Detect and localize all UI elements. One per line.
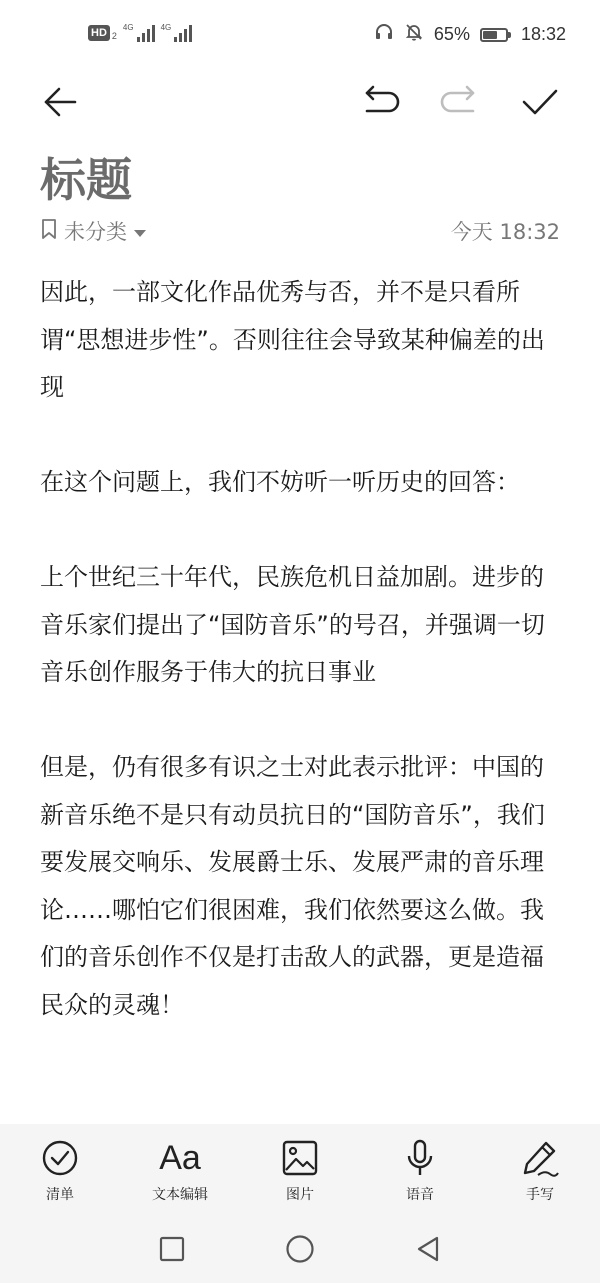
mute-bell-icon xyxy=(404,22,424,47)
status-right xyxy=(374,22,566,47)
text-format-glyph: Aa xyxy=(159,1139,201,1177)
category-label: 未分类 xyxy=(64,220,127,244)
system-nav-bar xyxy=(0,1216,600,1283)
checklist-label: 清单 xyxy=(46,1187,74,1203)
dropdown-arrow-icon xyxy=(133,219,147,243)
bottom-toolbar xyxy=(0,1124,600,1216)
status-left xyxy=(88,24,192,42)
voice-button[interactable] xyxy=(360,1124,480,1216)
redo-icon xyxy=(439,83,481,125)
image-icon xyxy=(280,1138,320,1178)
battery-percent: 65% xyxy=(433,24,470,44)
microphone-icon xyxy=(400,1138,440,1178)
pen-icon xyxy=(520,1138,560,1178)
redo-button[interactable] xyxy=(436,76,484,132)
back-button[interactable] xyxy=(36,76,84,132)
hd-badge: HD xyxy=(88,25,110,41)
confirm-button[interactable] xyxy=(516,76,564,132)
category-selector[interactable] xyxy=(40,216,147,246)
back-nav-button[interactable] xyxy=(408,1231,448,1271)
circle-icon xyxy=(285,1234,315,1268)
hd-sub: 2 xyxy=(111,31,117,41)
text-edit-label: 文本编辑 xyxy=(152,1187,208,1203)
paragraph: 但是，仍有很多有识之士对此表示批评：中国的新音乐绝不是只有动员抗日的“国防音乐”，我们要发展交响乐、发展爵士乐、发展严肃的音乐理论……哪怕它们很困难，我们依然要这么做。我们的音乐创作不仅是打击敌人的武器，更是造福民众的灵魂！ xyxy=(40,753,545,1019)
paragraph: 上个世纪三十年代，民族危机日益加剧。进步的音乐家们提出了“国防音乐”的号召，并强调一切音乐创作服务于伟大的抗日事业 xyxy=(40,563,545,686)
status-bar xyxy=(0,0,600,70)
text-edit-button[interactable] xyxy=(120,1124,240,1216)
note-title[interactable]: 标题 xyxy=(40,153,132,207)
undo-icon xyxy=(359,83,401,125)
square-icon xyxy=(159,1236,185,1266)
note-timestamp: 今天 18:32 xyxy=(450,220,560,244)
note-body[interactable] xyxy=(40,269,564,1077)
signal-1-icon xyxy=(123,24,155,42)
bookmark-icon xyxy=(40,218,58,245)
triangle-back-icon xyxy=(415,1235,441,1267)
paragraph: 因此，一部文化作品优秀与否，并不是只看所谓“思想进步性”。否则往往会导致某种偏差的出现 xyxy=(40,278,545,401)
voice-label: 语音 xyxy=(406,1187,434,1203)
image-label: 图片 xyxy=(286,1187,314,1203)
arrow-left-icon xyxy=(41,83,79,125)
signal-1-label: 4G xyxy=(122,23,134,32)
status-time: 18:32 xyxy=(520,24,566,44)
paragraph: 在这个问题上，我们不妨听一听历史的回答： xyxy=(40,468,520,496)
undo-button[interactable] xyxy=(356,76,404,132)
checklist-icon xyxy=(40,1138,80,1178)
editor-toolbar xyxy=(0,76,600,132)
battery-icon xyxy=(480,28,511,42)
text-format-icon xyxy=(159,1138,201,1178)
handwriting-button[interactable] xyxy=(480,1124,600,1216)
signal-2-label: 4G xyxy=(160,23,172,32)
checklist-button[interactable] xyxy=(0,1124,120,1216)
signal-2-icon xyxy=(161,24,193,42)
home-button[interactable] xyxy=(280,1231,320,1271)
image-button[interactable] xyxy=(240,1124,360,1216)
handwriting-label: 手写 xyxy=(526,1187,554,1203)
headset-icon xyxy=(374,22,394,47)
recent-apps-button[interactable] xyxy=(152,1231,192,1271)
note-meta xyxy=(40,214,560,248)
checkmark-icon xyxy=(520,83,560,125)
